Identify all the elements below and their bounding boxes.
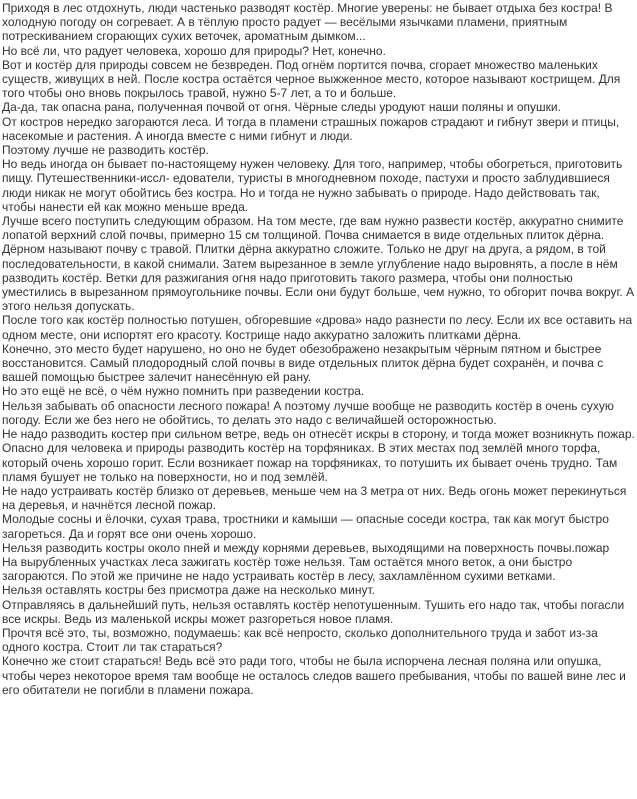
paragraph: Лучше всего поступить следующим образом. На том месте, где вам нужно развести костёр, аккуратно снимите лопатой верхний слой почвы, примерно 15 см толщиной. Почва снимается в виде отдельных плиток дёрна. Дёрном называют почву с травой. Плитки дёрна аккуратно сложите. Только не друг на друга, а рядом, в той последовательности, в какой снимали. Затем вырезанное в земле углубление надо выровнять, а после в нём разводить костёр. Ветки для разжигания огня надо приготовить такого размера, чтобы они полностью уместились в вырезанном прямоугольнике почвы. Если они будут больше, чем нужно, то обгорит почва вокруг. А этого нельзя допускать. — [2, 214, 635, 314]
paragraph: Но это ещё не всё, о чём нужно помнить при разведении костра. — [2, 384, 365, 399]
paragraph: Конечно, это место будет нарушено, но оно не будет обезображено незакрытым чёрным пятном и быстрее восстановится. Самый плодородный слой почвы в виде отдельных плиток дёрна будет сохранён, и почва с вашей помощью быстрее залечит нанесённую ей рану. — [2, 341, 604, 385]
paragraph: После того как костёр полностью потушен, обгоревшие «дрова» надо разнести по лесу. Если их все оставить на одном месте, они испортят его красоту. Кострище надо аккуратно заложить плитками дёрна. — [2, 313, 633, 342]
paragraph: Но всё ли, что радует человека, хорошо для природы? Нет, конечно. — [2, 43, 386, 58]
paragraph: Да-да, так опасна рана, полученная почвой от огня. Чёрные следы уродуют наши поляны и опушки. — [2, 100, 561, 115]
paragraph: Нельзя оставлять костры без присмотра даже на несколько минут. — [2, 583, 375, 598]
paragraph: Отправляясь в дальнейший путь, нельзя оставлять костёр непотушенным. Тушить его надо так, чтобы погасли все искры. Ведь из маленькой искры может разгореться новое пламя. — [2, 597, 625, 626]
paragraph: На вырубленных участках леса зажигать костёр тоже нельзя. Там остаётся много веток, а они быстро загораются. По этой же причине не надо устраивать костёр в лесу, захламлённом сухими ветками. — [2, 554, 573, 584]
paragraph: Поэтому лучше не разводить костёр. — [2, 143, 209, 158]
paragraph: Нельзя разводить костры около пней и между корнями деревьев, выходящими на поверхность почвы.пожар — [2, 540, 610, 555]
paragraph: Молодые сосны и ёлочки, сухая трава, тростники и камыши — опасные соседи костра, так как могут быстро загореться. Да и горят все они очень хорошо. — [2, 512, 609, 541]
paragraph: Не надо устраивать костёр близко от деревьев, меньше чем на 3 метра от них. Ведь огонь может перекинуться на деревья, и начнётся лесной пожар. — [2, 483, 627, 513]
paragraph: Прочтя всё это, ты, возможно, подумаешь: как всё непросто, сколько дополнительного труда и забот из-за одного костра. Стоит ли так стараться? — [2, 625, 598, 655]
paragraph: Нельзя забывать об опасности лесного пожара! А поэтому лучше вообще не разводить костёр в очень сухую погоду. Если же без него не обойтись, то делать это надо с величайшей осторожностью. — [2, 398, 614, 427]
paragraph: Не надо разводить костер при сильном ветре, ведь он отнесёт искры в сторону, и тогда может возникнуть пожар. — [2, 427, 635, 442]
paragraph: Конечно же стоит стараться! Ведь всё это ради того, чтобы не была испорчена лесная поляна или опушка, чтобы через некоторое время там вообще не осталось следов вашего пребывания, чтобы по вашей вине лес и его обитатели не погибли в пламени пожара. — [2, 654, 626, 697]
paragraph: От костров нередко загораются леса. И тогда в пламени страшных пожаров страдают и гибнут звери и птицы, насекомые и растения. А иногда вместе с ними гибнут и люди. — [2, 114, 620, 143]
paragraph: Но ведь иногда он бывает по-настоящему нужен человеку. Для того, например, чтобы обогреться, приготовить пищу. Путешественники-иссл- едователи, туристы в многодневном походе, пастухи и просто заблудившиеся люди никак не могут обойтись без костра. Но и тогда не нужно забывать о природе. Надо действовать так, чтобы нанести ей как можно меньше вреда. — [2, 157, 623, 214]
paragraph: Опасно для человека и природы разводить костёр на торфяниках. В этих местах под землёй много торфа, который очень хорошо горит. Если возникает пожар на торфяниках, то потушить их бывает очень трудно. Там пламя бушует не только на поверхности, но и под землёй. — [2, 441, 618, 484]
paragraph: Приходя в лес отдохнуть, люди частенько разводят костёр. Многие уверены: не бывает отдыха без костра! В холодную погоду он согревает. А в тёплую просто радует — весёлыми язычками пламени, приятным потрескиванием сгорающих сухих веточек, ароматным дымком... — [2, 1, 613, 44]
paragraph: Вот и костёр для природы совсем не безвреден. Под огнём портится почва, сгорает множество маленьких существ, живущих в ней. После костра остаётся черное выжженное место, которое называют кострищем. Для того чтобы оно вновь покрылось травой, нужно 5-7 лет, а то и больше. — [2, 57, 621, 101]
